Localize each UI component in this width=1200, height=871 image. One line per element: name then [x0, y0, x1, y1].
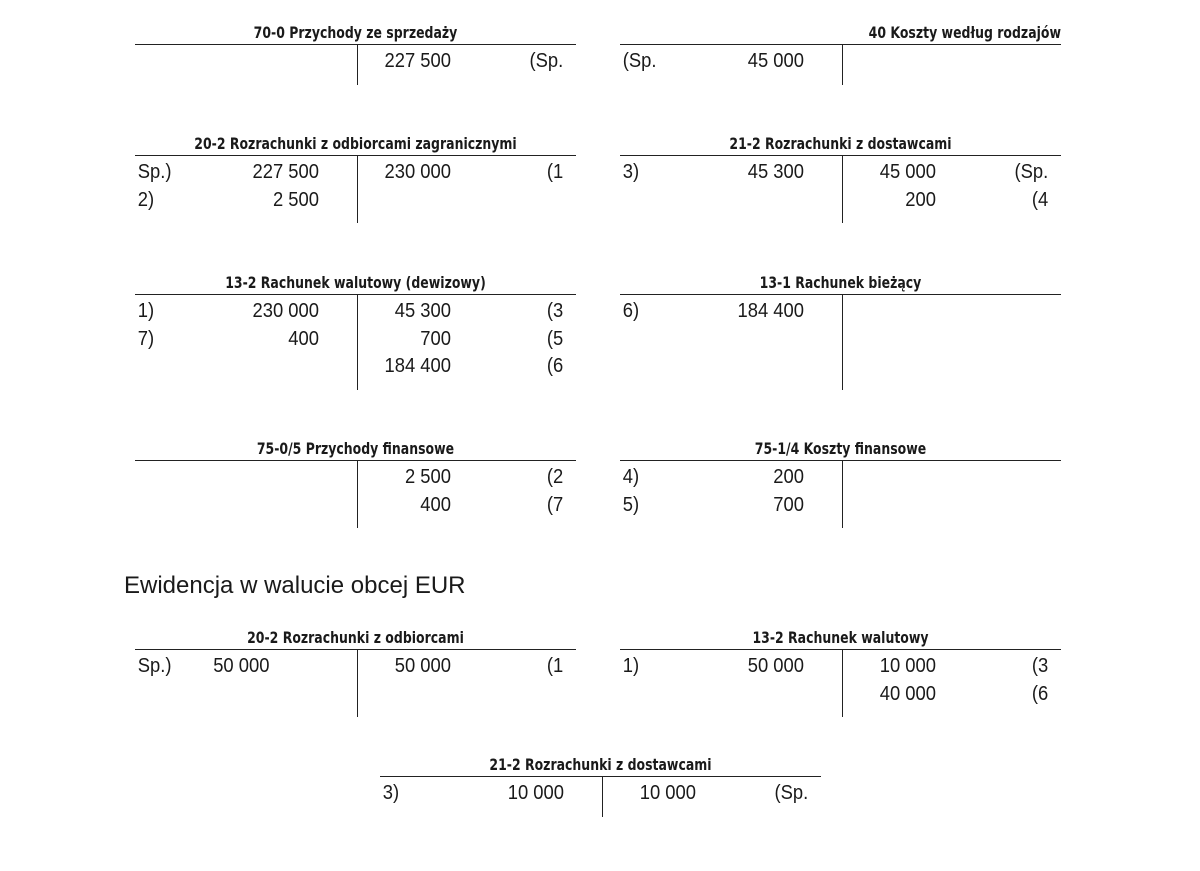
entry-row [620, 48, 824, 76]
account-20-2-zagraniczni [135, 133, 576, 223]
entry-row [359, 298, 563, 326]
entry-amount: 10 000 [879, 655, 936, 677]
account-40 [620, 22, 1061, 85]
entry-amount: 10 000 [507, 782, 564, 804]
debit-side [135, 298, 339, 353]
entry-amount: 200 [905, 188, 936, 211]
debit-side [620, 653, 824, 681]
entry-row [604, 780, 808, 808]
entry-amount: 45 300 [394, 300, 451, 322]
account-title: 40 Koszty według rodzajów [868, 23, 1061, 42]
entry-ref: (5 [546, 327, 564, 350]
entry-row [844, 653, 1048, 681]
entry-ref: (4 [1031, 188, 1049, 211]
account-20-2-eur [135, 627, 576, 717]
entry-row [620, 492, 824, 520]
entry-row [844, 681, 1048, 709]
entry-amount: 184 400 [737, 300, 804, 322]
entry-amount: 50 000 [747, 655, 804, 677]
entry-ref: (Sp. [529, 50, 564, 72]
entry-row [844, 159, 1048, 187]
entry-amount: 200 [773, 466, 804, 488]
entry-amount: 227 500 [252, 161, 319, 183]
debit-side [135, 653, 339, 681]
entry-row [359, 48, 563, 76]
entry-ref: 7) [137, 327, 155, 350]
debit-side [380, 780, 584, 808]
entry-amount: 2 500 [272, 188, 319, 211]
debit-side [620, 48, 824, 76]
entry-ref: Sp.) [137, 655, 172, 677]
entry-ref: (3 [546, 300, 564, 322]
entry-ref: 1) [137, 300, 155, 322]
entry-amount: 2 500 [404, 466, 451, 488]
credit-side [359, 159, 563, 187]
entry-row [135, 326, 339, 354]
entry-row [135, 187, 339, 215]
entry-row [359, 353, 563, 381]
entry-row [135, 298, 339, 326]
account-13-2-eur [620, 627, 1061, 717]
credit-side [359, 298, 563, 381]
entry-ref: 4) [622, 466, 640, 488]
entry-amount: 400 [420, 493, 451, 516]
account-75-1-4 [620, 438, 1061, 528]
entry-row [620, 159, 824, 187]
section-title: Ewidencja w walucie obcej EUR [124, 572, 466, 599]
account-title: 13-2 Rachunek walutowy (dewizowy) [225, 273, 486, 292]
debit-side [620, 464, 824, 519]
account-title: 21-2 Rozrachunki z dostawcami [729, 134, 952, 153]
account-75-0-5 [135, 438, 576, 528]
account-title: 13-2 Rachunek walutowy [752, 628, 929, 647]
entry-row [380, 780, 584, 808]
entry-row [359, 159, 563, 187]
entry-ref: Sp.) [137, 161, 172, 183]
entry-amount: 400 [288, 327, 319, 350]
account-70-0 [135, 22, 576, 85]
entry-ref: 5) [622, 493, 640, 516]
credit-side [359, 653, 563, 681]
entry-ref: (Sp. [1014, 161, 1049, 183]
credit-side [844, 653, 1048, 708]
entry-row [844, 187, 1048, 215]
entry-amount: 700 [420, 327, 451, 350]
entry-amount: 700 [773, 493, 804, 516]
entry-ref: 3) [382, 782, 400, 804]
entry-ref: (1 [546, 161, 564, 183]
entry-row [359, 653, 563, 681]
entry-ref: (7 [546, 493, 564, 516]
account-title: 20-2 Rozrachunki z odbiorcami [247, 628, 464, 647]
account-13-1 [620, 272, 1061, 390]
entry-amount: 10 000 [639, 782, 696, 804]
account-title: 70-0 Przychody ze sprzedaży [253, 23, 458, 42]
entry-amount: 227 500 [384, 50, 451, 72]
debit-side [620, 159, 824, 187]
entry-amount: 45 000 [747, 50, 804, 72]
entry-ref: 1) [622, 655, 640, 677]
debit-side [135, 159, 339, 214]
entry-row [135, 159, 339, 187]
account-title: 20-2 Rozrachunki z odbiorcami zagranicznymi [194, 134, 517, 153]
debit-side [620, 298, 824, 326]
entry-ref: (Sp. [774, 782, 809, 804]
entry-row [620, 464, 824, 492]
entry-amount: 45 000 [879, 161, 936, 183]
account-21-2-eur [380, 754, 821, 817]
account-title: 75-0/5 Przychody finansowe [256, 439, 455, 458]
entry-ref: (Sp. [622, 50, 657, 72]
account-title: 75-1/4 Koszty finansowe [754, 439, 927, 458]
credit-side [359, 464, 563, 519]
entry-amount: 45 300 [747, 161, 804, 183]
entry-amount: 230 000 [252, 300, 319, 322]
entry-row [620, 298, 824, 326]
entry-amount: 184 400 [384, 355, 451, 377]
entry-row [620, 653, 824, 681]
account-title: 21-2 Rozrachunki z dostawcami [489, 755, 712, 774]
entry-ref: (3 [1031, 655, 1049, 677]
account-21-2 [620, 133, 1061, 223]
entry-ref: 2) [137, 188, 155, 211]
entry-row [359, 464, 563, 492]
entry-ref: 6) [622, 300, 640, 322]
entry-amount: 50 000 [394, 655, 451, 677]
entry-row [359, 326, 563, 354]
credit-side [844, 159, 1048, 214]
entry-ref: 3) [622, 161, 640, 183]
entry-ref: (6 [546, 355, 564, 377]
entry-amount: 40 000 [879, 682, 936, 705]
account-13-2-dewizowy [135, 272, 576, 390]
entry-amount: 230 000 [384, 161, 451, 183]
entry-row [135, 653, 339, 681]
credit-side [359, 48, 563, 76]
credit-side [604, 780, 808, 808]
entry-ref: (1 [546, 655, 564, 677]
entry-ref: (2 [546, 466, 564, 488]
entry-row [359, 492, 563, 520]
account-title: 13-1 Rachunek bieżący [759, 273, 922, 292]
entry-amount: 50 000 [213, 655, 270, 677]
entry-ref: (6 [1031, 682, 1049, 705]
